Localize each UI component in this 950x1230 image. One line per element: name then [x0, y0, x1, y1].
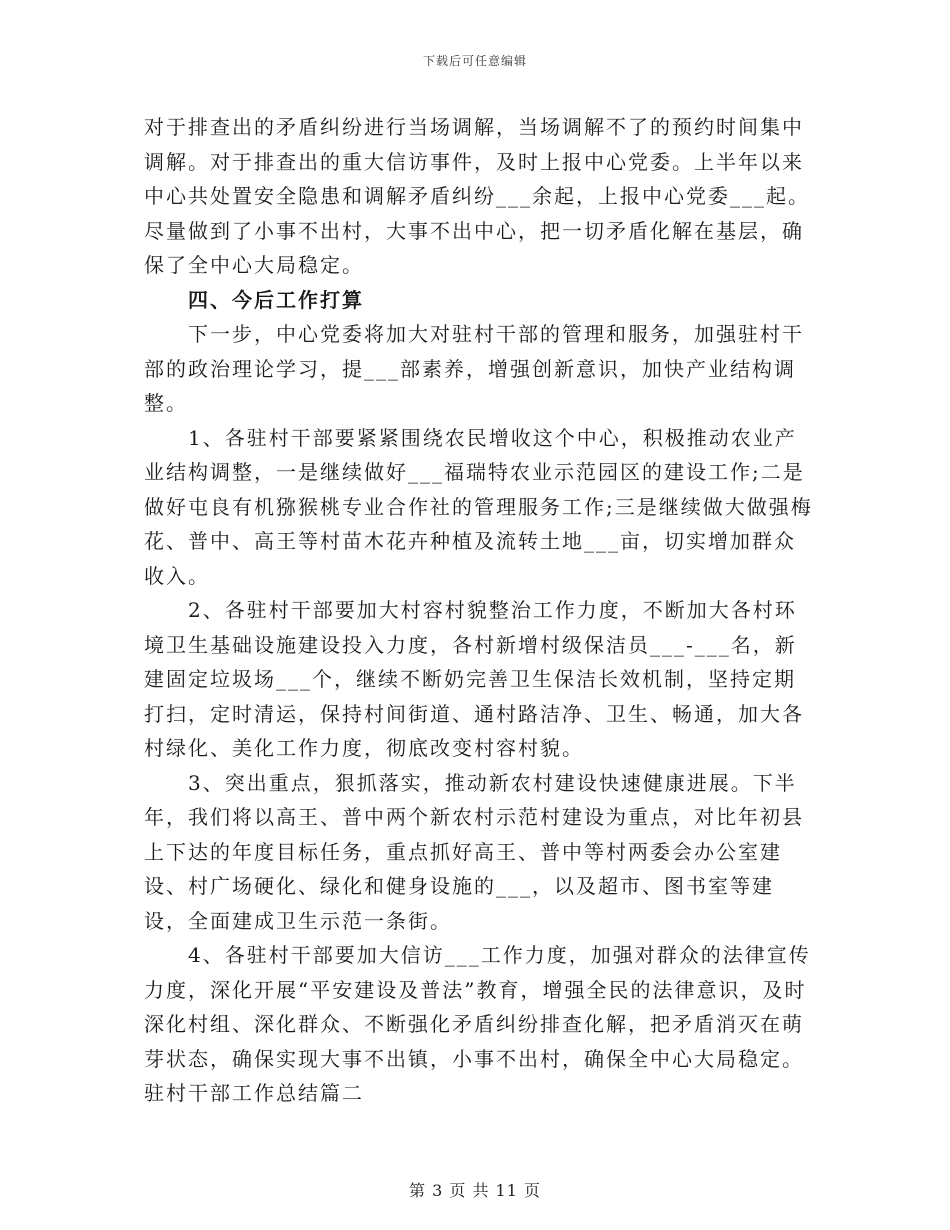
page-header-note: 下载后可任意编辑	[422, 54, 527, 68]
section-heading: 四、今后工作打算	[188, 287, 364, 312]
next-document-title: 驻村干部工作总结篇二	[144, 1081, 364, 1105]
document-body	[144, 110, 814, 1111]
paragraph-next-steps: 下一步，中心党委将加大对驻村干部的管理和服务，加强驻村干部的政治理论学习，提___部素养，增强创新意识，加快产业结构调整。	[144, 322, 804, 415]
list-item-4: 4、各驻村干部要加大信访___工作力度，加强对群众的法律宣传力度，深化开展“平安建设及普法”教育，增强全民的法律意识，及时深化村组、深化群众、不断强化矛盾纠纷排查化解，把矛盾消灭在萌芽状态，确保实现大事不出镇，小事不出村，确保全中心大局稳定。	[144, 943, 811, 1071]
paragraph-continued: 对于排查出的矛盾纠纷进行当场调解，当场调解不了的预约时间集中调解。对于排查出的重大信访事件，及时上报中心党委。上半年以来中心共处置安全隐患和调解矛盾纠纷___余起，上报中心党委___起。尽量做到了小事不出村，大事不出中心，把一切矛盾化解在基层，确保了全中心大局稳定。	[144, 115, 810, 277]
page-number: 第 3 页 共 11 页	[409, 1181, 541, 1200]
list-item-2: 2、各驻村干部要加大村容村貌整治工作力度，不断加大各村环境卫生基础设施建设投入力度，各村新增村级保洁员___-___名，新建固定垃圾场___个，继续不断奶完善卫生保洁长效机制，坚持定期打扫，定时清运，保持村间街道、通村路洁净、卫生、畅通，加大各村绿化、美化工作力度，彻底改变村容村貌。	[144, 598, 804, 760]
list-item-1: 1、各驻村干部要紧紧围绕农民增收这个中心，积极推动农业产业结构调整，一是继续做好___福瑞特农业示范园区的建设工作;二是做好屯良有机猕猴桃专业合作社的管理服务工作;三是继续做大做强梅花、普中、高王等村苗木花卉种植及流转土地___亩，切实增加群众收入。	[144, 425, 813, 588]
list-item-3: 3、突出重点，狠抓落实，推动新农村建设快速健康进展。下半年，我们将以高王、普中两个新农村示范村建设为重点，对比年初县上下达的年度目标任务，重点抓好高王、普中等村两委会办公室建设、村广场硬化、绿化和健身设施的___，以及超市、图书室等建设，全面建成卫生示范一条街。	[144, 770, 804, 933]
